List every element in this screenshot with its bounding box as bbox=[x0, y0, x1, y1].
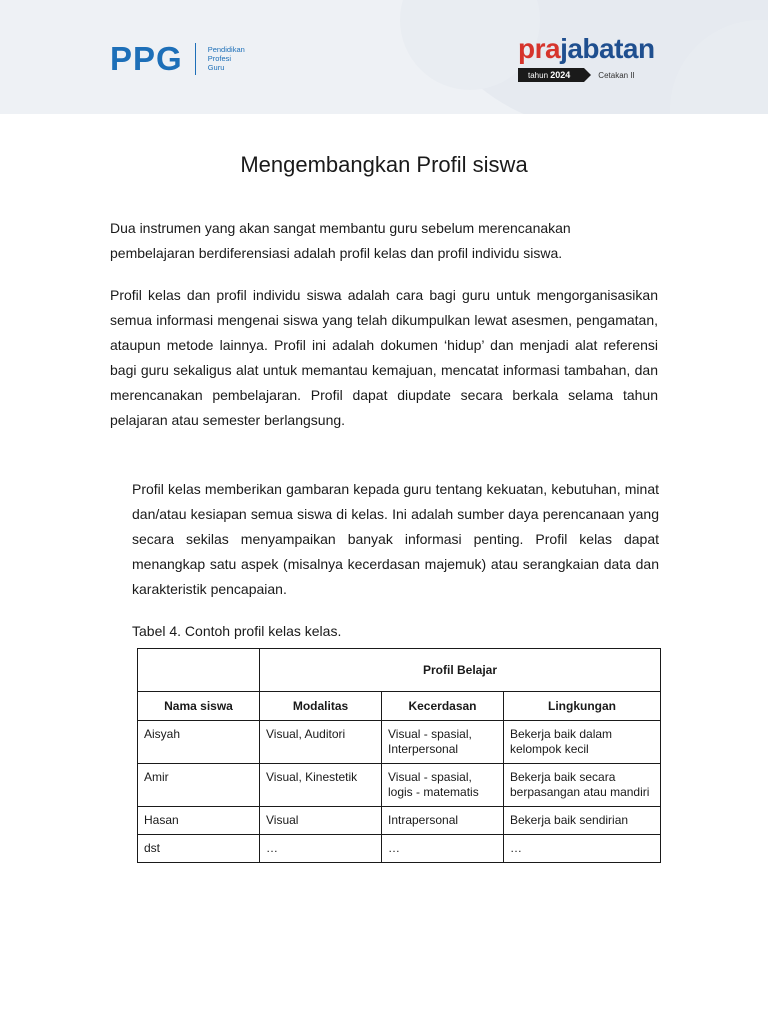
table-cell: … bbox=[382, 835, 504, 863]
class-profile-table bbox=[137, 648, 661, 863]
edition-bar bbox=[518, 68, 666, 82]
column-header: Lingkungan bbox=[504, 692, 661, 721]
table-cell: Visual - spasial, logis - matematis bbox=[382, 764, 504, 807]
table-header-row bbox=[138, 692, 661, 721]
column-header: Nama siswa bbox=[138, 692, 260, 721]
wordmark-red-part: pra bbox=[518, 33, 561, 64]
table-cell: Visual - spasial, Interpersonal bbox=[382, 721, 504, 764]
table-cell: … bbox=[504, 835, 661, 863]
table-cell: dst bbox=[138, 835, 260, 863]
indented-paragraph: Profil kelas memberikan gambaran kepada guru tentang kekuatan, kebutuhan, minat dan/atau kesiapan semua siswa di kelas. Ini adalah sumber daya perencanaan yang secara sekilas menyampaikan banyak informasi penting. Profil kelas dapat menangkap satu aspek (misalnya kecerdasan majemuk) atau serangkaian data dan karakteristik pencapaian. bbox=[132, 481, 659, 597]
empty-header-cell bbox=[138, 649, 260, 692]
table-row bbox=[138, 807, 661, 835]
table-cell: Bekerja baik sendirian bbox=[504, 807, 661, 835]
table-cell: Amir bbox=[138, 764, 260, 807]
ppg-logo-text: PPG bbox=[110, 40, 183, 77]
table-cell: Visual bbox=[260, 807, 382, 835]
table-cell: Hasan bbox=[138, 807, 260, 835]
ppg-logo-subtitle bbox=[208, 45, 245, 72]
table-cell: Bekerja baik dalam kelompok kecil bbox=[504, 721, 661, 764]
year-value: 2024 bbox=[550, 70, 571, 80]
edition-label: Cetakan II bbox=[598, 70, 635, 80]
ppg-logo bbox=[110, 42, 245, 75]
year-label: tahun bbox=[528, 71, 549, 80]
table-row bbox=[138, 764, 661, 807]
prajabatan-wordmark bbox=[518, 34, 666, 64]
logo-divider bbox=[195, 43, 196, 75]
year-badge bbox=[518, 68, 584, 82]
page-header bbox=[0, 0, 768, 114]
table-row bbox=[138, 721, 661, 764]
column-header: Kecerdasan bbox=[382, 692, 504, 721]
column-header: Modalitas bbox=[260, 692, 382, 721]
ppg-sub-line: Pendidikan bbox=[207, 45, 245, 54]
table-cell: Visual, Auditori bbox=[260, 721, 382, 764]
table-cell: Intrapersonal bbox=[382, 807, 504, 835]
group-header-cell: Profil Belajar bbox=[260, 649, 661, 692]
ppg-sub-line: Guru bbox=[207, 63, 225, 72]
prajabatan-logo bbox=[518, 34, 666, 82]
table-caption: Tabel 4. Contoh profil kelas kelas. bbox=[132, 623, 342, 639]
table-cell: Aisyah bbox=[138, 721, 260, 764]
table-group-header-row bbox=[138, 649, 661, 692]
page-title: Mengembangkan Profil siswa bbox=[240, 152, 528, 177]
body-paragraph: Profil kelas dan profil individu siswa adalah cara bagi guru untuk mengorganisasikan semua informasi mengenai siswa yang telah dikumpulkan lewat asesmen, pengamatan, ataupun metode lainnya. Profil ini adalah dokumen ‘hidup’ dan menjadi alat referensi bagi guru sekaligus alat untuk memantau kemajuan, mencatat informasi tambahan, dan merencanakan pembelajaran. Profil dapat diupdate secara berkala selama tahun pelajaran atau semester berlangsung. bbox=[110, 287, 658, 428]
intro-paragraph: Dua instrumen yang akan sangat membantu guru sebelum merencanakan pembelajaran berdiferensiasi adalah profil kelas dan profil individu siswa. bbox=[110, 220, 571, 261]
table-cell: Visual, Kinestetik bbox=[260, 764, 382, 807]
table-cell: Bekerja baik secara berpasangan atau mandiri bbox=[504, 764, 661, 807]
ppg-sub-line: Profesi bbox=[207, 54, 232, 63]
wordmark-blue-part: jabatan bbox=[560, 33, 655, 64]
table-row bbox=[138, 835, 661, 863]
table-cell: … bbox=[260, 835, 382, 863]
